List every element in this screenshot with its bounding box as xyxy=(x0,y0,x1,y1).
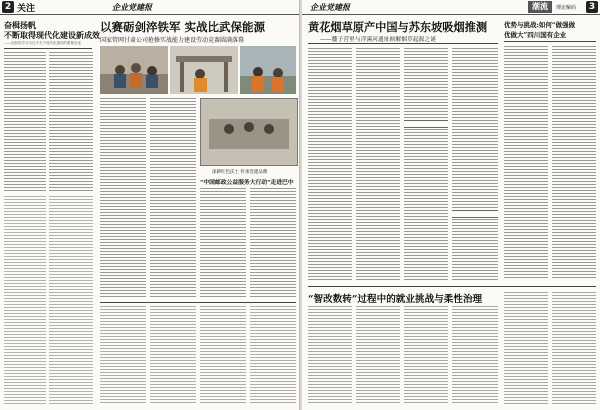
lower-divider xyxy=(100,302,296,303)
bottom-right-text-4 xyxy=(452,306,498,404)
lead-right-text-2 xyxy=(356,48,400,280)
right-masthead: 企业党建报 xyxy=(310,2,350,12)
bottom-right-text-6 xyxy=(552,292,596,404)
lead-text-2 xyxy=(150,98,196,298)
lower-text-1 xyxy=(100,306,146,404)
sidebar-story-photo-box xyxy=(200,98,298,166)
bottom-right-text-3 xyxy=(404,306,448,404)
lead-text-1 xyxy=(100,98,146,298)
column-text-2 xyxy=(49,52,93,192)
lead-right-text-1 xyxy=(308,48,352,280)
sidebar-headline: “中国邮政公益服务大行动”走进巴中 xyxy=(200,180,294,186)
column-divider-right xyxy=(504,41,596,42)
column-headline-right-line2: 优做大”四川国有企业 xyxy=(504,31,567,39)
column-divider xyxy=(4,48,92,49)
column-text-4 xyxy=(49,196,93,404)
right-page-number: 3 xyxy=(586,1,598,13)
lead-photo-left xyxy=(100,46,168,94)
lead-subheadline-right: ——麓子营里与浮溪河遗址候解烟草起源之谜 xyxy=(320,37,436,43)
bottom-right-text-5 xyxy=(504,292,548,404)
sidebar-kicker: 深耕红色沃土 传承党建品牌 xyxy=(212,170,268,175)
column-headline-line1: 奋楫扬帆 xyxy=(4,20,36,30)
lower-text-3 xyxy=(200,306,246,404)
bottom-headline-right: “智改数转”过程中的就业挑战与柔性治理 xyxy=(308,294,483,305)
right-page-header xyxy=(302,0,600,15)
lead-headline: 以赛砺剑淬铁军 实战比武保能源 xyxy=(100,20,266,34)
lead-divider-right xyxy=(308,43,498,44)
column-text-1 xyxy=(4,52,46,192)
crosshead-rule-b xyxy=(452,210,498,218)
lead-photo-right xyxy=(240,46,296,94)
bottom-divider-right xyxy=(308,286,596,287)
lower-text-4 xyxy=(250,306,296,404)
lead-subheadline: 国家管网甘肃公司抢修实战能力建设劳动竞赛圆满落幕 xyxy=(100,37,245,44)
crosshead-rule-a xyxy=(404,120,448,128)
left-page-header xyxy=(0,0,299,15)
sidebar-text-2 xyxy=(250,188,296,298)
right-section-label: 潮流 xyxy=(528,1,552,13)
lead-right-text-4 xyxy=(452,48,498,280)
column-text-3 xyxy=(4,196,46,404)
sidebar-text-1 xyxy=(200,188,246,298)
lower-text-2 xyxy=(150,306,196,404)
left-section-label: 关注 xyxy=(17,4,36,14)
bottom-right-text-1 xyxy=(308,306,352,404)
left-page-number: 2 xyxy=(2,1,14,13)
left-masthead: 企业党建报 xyxy=(112,2,152,12)
column-right-text-2 xyxy=(552,46,596,278)
lead-photo-center xyxy=(170,46,238,94)
column-headline-right-line1: 优势与挑战:如何“做强做 xyxy=(504,21,576,29)
column-right-text-1 xyxy=(504,46,548,278)
right-section-tag: 理论解码 xyxy=(556,5,577,11)
lead-headline-right: 黄花烟草原产中国与苏东坡吸烟推测 xyxy=(308,20,488,34)
bottom-right-text-2 xyxy=(356,306,400,404)
column-dek: ——论如何学习习近平关于现代化建设的重要论述 xyxy=(4,41,81,45)
lead-right-text-3 xyxy=(404,48,448,280)
right-newspaper-page xyxy=(302,0,600,410)
column-headline-line2: 不断取得现代化建设新成效 xyxy=(4,30,100,40)
